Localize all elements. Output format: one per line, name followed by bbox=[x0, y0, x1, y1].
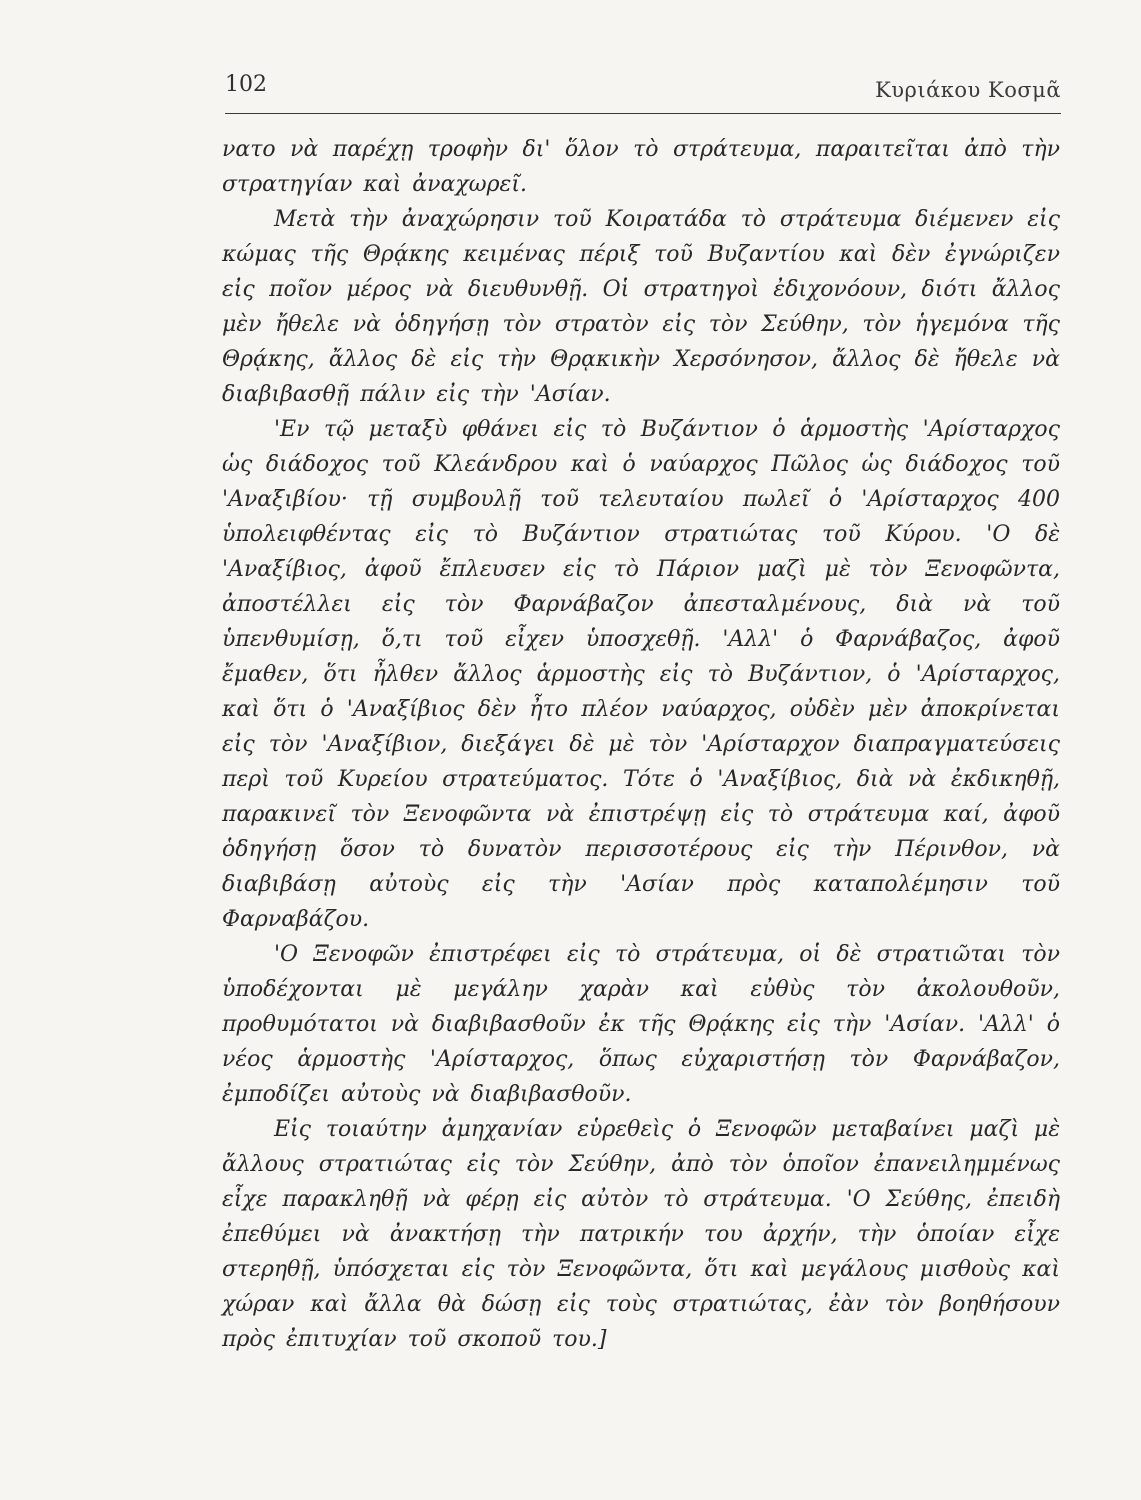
paragraph-2: Μετὰ τὴν ἀναχώρησιν τοῦ Κοιρατάδα τὸ στράτευμα διέμενεν εἰς κώμας τῆς Θρᾴκης κειμένας πέριξ τοῦ Βυζαντίου καὶ δὲν ἐγνώριζεν εἰς ποῖον μέρος νὰ διευθυνθῇ. Οἱ στρατηγοὶ ἐδιχονόουν, διότι ἄλλος μὲν ἤθελε νὰ ὁδηγήσῃ τὸν στρατὸν εἰς τὸν Σεύθην, τὸν ἡγεμόνα τῆς Θρᾴκης, ἄλλος δὲ εἰς τὴν Θρᾳκικὴν Χερσόνησον, ἄλλος δὲ ἤθελε νὰ διαβιβασθῇ πάλιν εἰς τὴν 'Ασίαν. bbox=[222, 207, 1060, 407]
running-head bbox=[225, 72, 1061, 106]
paragraph-5: Εἰς τοιαύτην ἀμηχανίαν εὑρεθεὶς ὁ Ξενοφῶν μεταβαίνει μαζὶ μὲ ἄλλους στρατιώτας εἰς τὸν Σεύθην, ἀπὸ τὸν ὁποῖον ἐπανειλημμένως εἶχε παρακληθῇ νὰ φέρῃ εἰς αὐτὸν τὸ στράτευμα. 'Ο Σεύθης, ἐπειδὴ ἐπεθύμει νὰ ἀνακτήσῃ τὴν πατρικήν του ἀρχήν, τὴν ὁποίαν εἶχε στερηθῇ, ὑπόσχεται εἰς τὸν Ξενοφῶντα, ὅτι καὶ μεγάλους μισθοὺς καὶ χώραν καὶ ἄλλα θὰ δώσῃ εἰς τοὺς στρατιώτας, ἐὰν τὸν βοηθήσουν πρὸς ἐπιτυχίαν τοῦ σκοποῦ του.] bbox=[222, 1117, 1060, 1352]
header-rule bbox=[225, 113, 1061, 114]
page-number: 102 bbox=[225, 72, 267, 97]
running-head-title: Κυριάκου Κοσμᾶ bbox=[875, 78, 1061, 102]
paragraph-1: νατο νὰ παρέχῃ τροφὴν δι' ὅλον τὸ στράτευμα, παραιτεῖται ἀπὸ τὴν στρατηγίαν καὶ ἀναχωρεῖ. bbox=[222, 137, 1060, 197]
body-text bbox=[222, 132, 1060, 1357]
paragraph-4: 'Ο Ξενοφῶν ἐπιστρέφει εἰς τὸ στράτευμα, οἱ δὲ στρατιῶται τὸν ὑποδέχονται μὲ μεγάλην χαρὰν καὶ εὐθὺς τὸν ἀκολουθοῦν, προθυμότατοι νὰ διαβιβασθοῦν ἐκ τῆς Θρᾴκης εἰς τὴν 'Ασίαν. 'Αλλ' ὁ νέος ἁρμοστὴς 'Αρίσταρχος, ὅπως εὐχαριστήσῃ τὸν Φαρνάβαζον, ἐμποδίζει αὐτοὺς νὰ διαβιβασθοῦν. bbox=[222, 942, 1060, 1107]
paragraph-3: 'Εν τῷ μεταξὺ φθάνει εἰς τὸ Βυζάντιον ὁ ἁρμοστὴς 'Αρίσταρχος ὡς διάδοχος τοῦ Κλεάνδρου καὶ ὁ ναύαρχος Πῶλος ὡς διάδοχος τοῦ 'Αναξιβίου· τῇ συμβουλῇ τοῦ τελευταίου πωλεῖ ὁ 'Αρίσταρχος 400 ὑπολειφθέντας εἰς τὸ Βυζάντιον στρατιώτας τοῦ Κύρου. 'Ο δὲ 'Αναξίβιος, ἀφοῦ ἔπλευσεν εἰς τὸ Πάριον μαζὶ μὲ τὸν Ξενοφῶντα, ἀποστέλλει εἰς τὸν Φαρνάβαζον ἀπεσταλμένους, διὰ νὰ τοῦ ὑπενθυμίσῃ, ὅ,τι τοῦ εἶχεν ὑποσχεθῇ. 'Αλλ' ὁ Φαρνάβαζος, ἀφοῦ ἔμαθεν, ὅτι ἦλθεν ἄλλος ἁρμοστὴς εἰς τὸ Βυζάντιον, ὁ 'Αρίσταρχος, καὶ ὅτι ὁ 'Αναξίβιος δὲν ἦτο πλέον ναύαρχος, οὐδὲν μὲν ἀποκρίνεται εἰς τὸν 'Αναξίβιον, διεξάγει δὲ μὲ τὸν 'Αρίσταρχον διαπραγματεύσεις περὶ τοῦ Κυρείου στρατεύματος. Τότε ὁ 'Αναξίβιος, διὰ νὰ ἐκδικηθῇ, παρακινεῖ τὸν Ξενοφῶντα νὰ ἐπιστρέψῃ εἰς τὸ στράτευμα καί, ἀφοῦ ὁδηγήσῃ ὅσον τὸ δυνατὸν περισσοτέρους εἰς τὴν Πέρινθον, νὰ διαβιβάσῃ αὐτοὺς εἰς τὴν 'Ασίαν πρὸς καταπολέμησιν τοῦ Φαρναβάζου. bbox=[222, 417, 1060, 932]
